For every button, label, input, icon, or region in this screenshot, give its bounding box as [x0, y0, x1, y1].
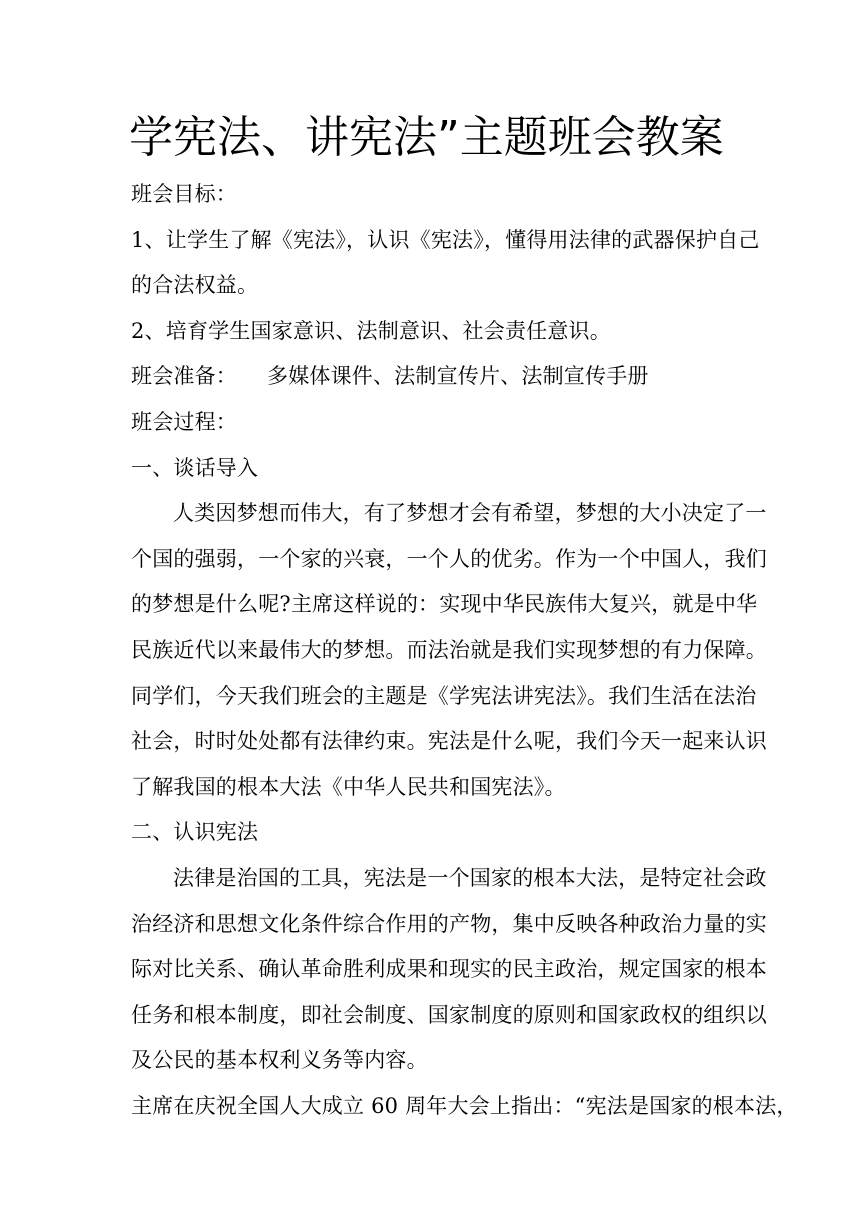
preparation-label: 班会准备：	[131, 364, 237, 389]
part-1-paragraph	[131, 491, 767, 810]
paragraph-line: 人类因梦想而伟大，有了梦想才会有希望，梦想的大小决定了一	[173, 501, 767, 526]
goal-1-line-2: 的合法权益。	[131, 273, 259, 298]
paragraph-line: 治经济和思想文化条件综合作用的产物，集中反映各种政治力量的实	[131, 911, 767, 936]
paragraph-line: 个国的强弱，一个家的兴衰，一个人的优劣。作为一个中国人，我们	[131, 546, 767, 571]
goal-2: 2、培育学生国家意识、法制意识、社会责任意识。	[131, 318, 611, 343]
part-2-paragraph	[131, 856, 767, 1084]
paragraph-line: 的梦想是什么呢?主席这样说的：实现中华民族伟大复兴，就是中华	[131, 592, 758, 617]
paragraph-line: 民族近代以来最伟大的梦想。而法治就是我们实现梦想的有力保障。	[131, 637, 767, 662]
paragraph-line: 同学们，今天我们班会的主题是《学宪法讲宪法》。我们生活在法治	[131, 683, 757, 708]
process-heading: 班会过程：	[131, 409, 237, 434]
paragraph-line: 社会，时时处处都有法律约束。宪法是什么呢，我们今天一起来认识	[131, 729, 767, 754]
goal-heading: 班会目标：	[131, 182, 237, 206]
part-2-heading: 二、认识宪法	[131, 820, 259, 845]
part-1-heading: 一、谈话导入	[131, 455, 259, 480]
paragraph-line: 法律是治国的工具，宪法是一个国家的根本大法，是特定社会政	[173, 865, 767, 890]
paragraph-line: 任务和根本制度，即社会制度、国家制度的原则和国家政权的组织以	[131, 1002, 767, 1027]
preparation-value: 多媒体课件、法制宣传片、法制宣传手册	[267, 364, 649, 389]
paragraph-line: 际对比关系、确认革命胜利成果和现实的民主政治，规定国家的根本	[131, 957, 767, 982]
document-title: 学宪法、讲宪法”主题班会教案	[129, 112, 724, 163]
goal-1-line-1: 1、让学生了解《宪法》，认识《宪法》，懂得用法律的武器保护自己	[131, 227, 760, 252]
document-body	[131, 172, 798, 1129]
quote-line: 主席在庆祝全国人大成立 60 周年大会上指出：“宪法是国家的根本法，	[131, 1093, 798, 1118]
preparation-line	[131, 354, 741, 400]
paragraph-line: 了解我国的根本大法《中华人民共和国宪法》。	[131, 774, 566, 799]
document-page	[129, 108, 798, 1129]
paragraph-line: 及公民的基本权利义务等内容。	[131, 1048, 428, 1073]
